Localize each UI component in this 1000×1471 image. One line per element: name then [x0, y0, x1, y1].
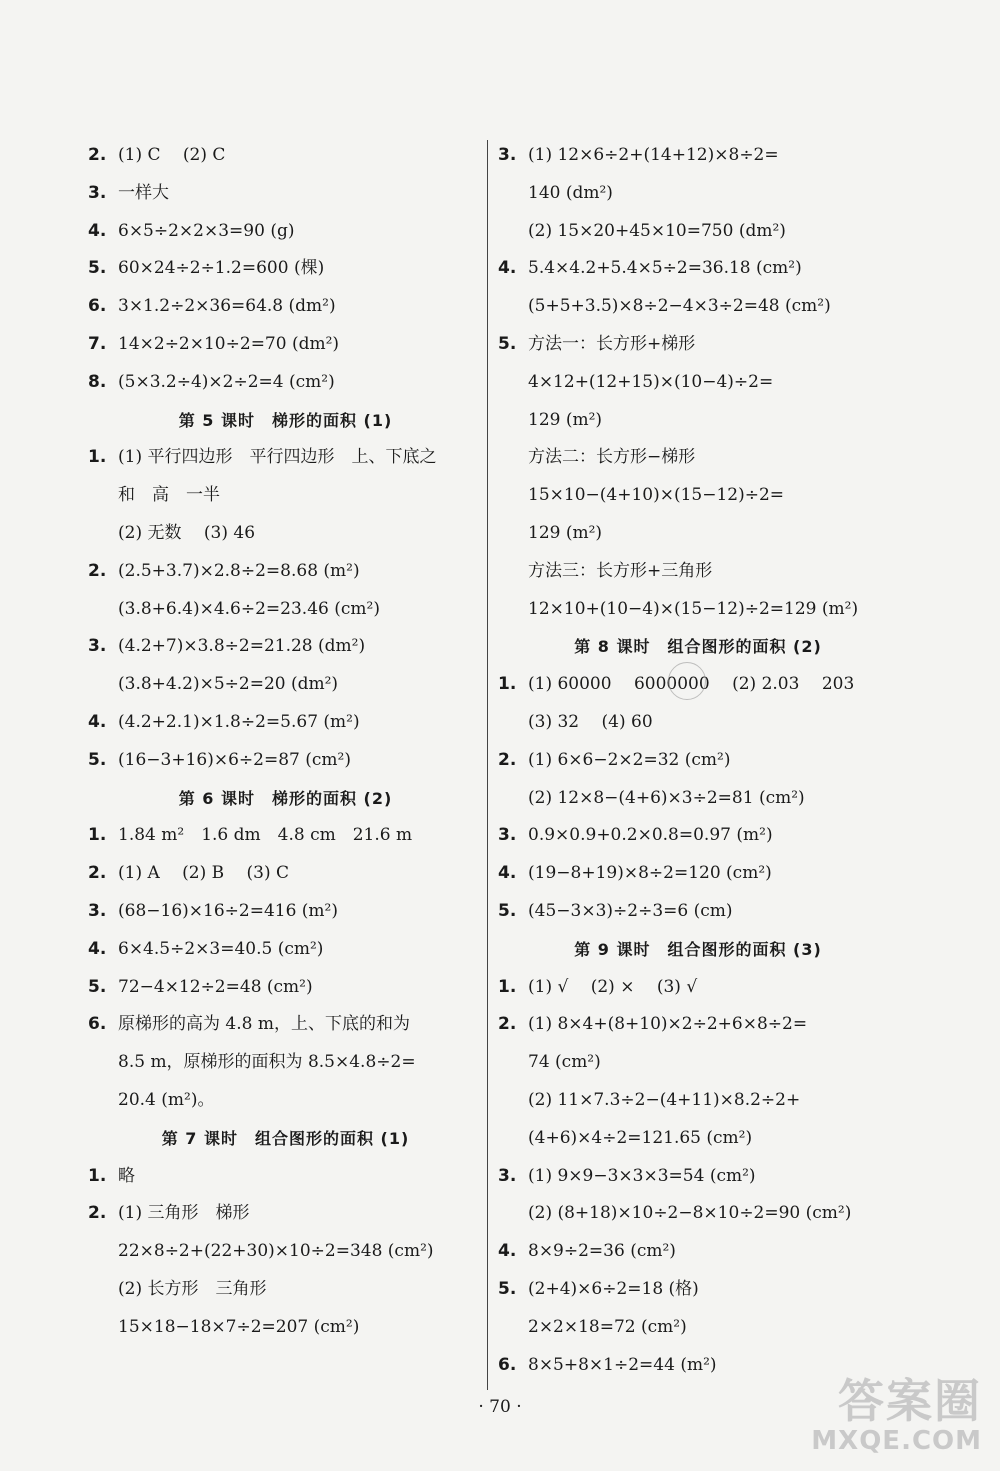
answer-line [88, 175, 483, 213]
answer-text: (2) 15×20+45×10=750 (dm²) [528, 220, 786, 241]
answer-text: (5+5+3.5)×8÷2−4×3÷2=48 (cm²) [528, 296, 831, 317]
answer-text: (1) A (2) B (3) C [118, 863, 290, 884]
answer-line [88, 591, 483, 629]
watermark-logo [811, 1375, 982, 1455]
answer-text: 60×24÷2÷1.2=600 (棵) [118, 258, 325, 279]
answer-line [88, 1044, 483, 1082]
answer-text: 12×10+(10−4)×(15−12)÷2=129 (m²) [528, 598, 859, 619]
answer-line [498, 780, 898, 818]
question-number: 4. [88, 220, 107, 241]
answer-line [88, 931, 483, 969]
answer-text: 略 [118, 1165, 135, 1186]
question-number: 1. [88, 825, 107, 846]
answer-text: (16−3+16)×6÷2=87 (cm²) [118, 749, 351, 770]
answer-line [88, 288, 483, 326]
answer-text: (3.8+4.2)×5÷2=20 (dm²) [118, 674, 339, 695]
page-number: · 70 · [478, 1397, 522, 1417]
answer-line [498, 364, 898, 402]
answer-line [88, 1158, 483, 1196]
question-number: 5. [498, 1278, 517, 1299]
answer-line [88, 1271, 483, 1309]
answer-line [88, 855, 483, 893]
answer-line [88, 213, 483, 251]
answer-text: (2) 无数 (3) 46 [118, 522, 256, 543]
answer-text: 15×18−18×7÷2=207 (cm²) [118, 1316, 360, 1337]
lesson-heading: 第 9 课时 组合图形的面积 (3) [574, 939, 822, 959]
answer-line [498, 742, 898, 780]
answer-text: (4+6)×4÷2=121.65 (cm²) [528, 1127, 753, 1148]
question-number: 5. [498, 900, 517, 921]
answer-text: (2+4)×6÷2=18 (格) [528, 1278, 699, 1299]
answer-line [498, 288, 898, 326]
answer-line [88, 439, 483, 477]
question-number: 6. [88, 296, 107, 317]
answer-line [498, 969, 898, 1007]
answer-line [498, 704, 898, 742]
answer-line [498, 1309, 898, 1347]
answer-text: 140 (dm²) [528, 182, 613, 203]
answer-text: 方法三：长方形+三角形 [528, 560, 713, 581]
answer-line [88, 515, 483, 553]
answer-text: 20.4 (m²)。 [118, 1089, 215, 1110]
lesson-heading: 第 8 课时 组合图形的面积 (2) [574, 637, 822, 657]
question-number: 5. [498, 333, 517, 354]
answer-text: (2) 12×8−(4+6)×3÷2=81 (cm²) [528, 787, 805, 808]
question-number: 3. [498, 145, 517, 165]
answer-text: 原梯形的高为 4.8 m，上、下底的和为 [118, 1014, 410, 1035]
answer-line [498, 1120, 898, 1158]
answer-line [88, 1195, 483, 1233]
watermark-cn: 答案圈 [838, 1374, 982, 1428]
answer-text: 5.4×4.2+5.4×5÷2=36.18 (cm²) [528, 258, 802, 279]
answer-text: 74 (cm²) [528, 1052, 601, 1073]
question-number: 3. [88, 182, 107, 203]
answer-text: 129 (m²) [528, 409, 603, 430]
answer-line [88, 250, 483, 288]
question-number: 8. [88, 371, 107, 392]
answer-text: 方法一：长方形+梯形 [528, 333, 696, 354]
answer-line [498, 137, 898, 175]
answer-line [88, 742, 483, 780]
answer-line [88, 628, 483, 666]
question-number: 5. [88, 749, 107, 770]
question-number: 7. [88, 333, 107, 354]
answer-line [498, 439, 898, 477]
answer-line [498, 1195, 898, 1233]
answer-text: 129 (m²) [528, 522, 603, 543]
answer-text: (5×3.2÷4)×2÷2=4 (cm²) [118, 371, 335, 392]
answer-text: (1) 6×6−2×2=32 (cm²) [528, 749, 731, 770]
answer-line [498, 591, 898, 629]
answer-line [88, 704, 483, 742]
question-number: 4. [498, 863, 517, 884]
answer-text: (68−16)×16÷2=416 (m²) [118, 900, 339, 921]
answer-line [498, 402, 898, 440]
answer-text: (3) 32 (4) 60 [528, 711, 653, 732]
answer-line [498, 1271, 898, 1309]
question-number: 6. [88, 1014, 107, 1035]
answer-line [498, 213, 898, 251]
answer-text: (19−8+19)×8÷2=120 (cm²) [528, 863, 772, 884]
answer-text: 方法二：长方形−梯形 [528, 447, 696, 468]
answer-line [88, 364, 483, 402]
watermark-en: MXQE.COM [811, 1426, 982, 1456]
question-number: 2. [498, 1014, 517, 1035]
answer-line [498, 250, 898, 288]
answer-line [88, 326, 483, 364]
question-number: 1. [498, 976, 517, 997]
answer-text: (2) 长方形 三角形 [118, 1278, 267, 1299]
answer-text: 0.9×0.9+0.2×0.8=0.97 (m²) [528, 825, 773, 846]
answer-text: (3.8+6.4)×4.6÷2=23.46 (cm²) [118, 598, 380, 619]
answer-line [88, 1082, 483, 1120]
answer-text: (1) 三角形 梯形 [118, 1203, 250, 1224]
answer-text: (4.2+7)×3.8÷2=21.28 (dm²) [118, 636, 366, 657]
answer-text: (1) 平行四边形 平行四边形 上、下底之 [118, 447, 437, 468]
answer-text: (1) 9×9−3×3×3=54 (cm²) [528, 1165, 756, 1186]
question-number: 2. [88, 560, 107, 581]
right-column [498, 137, 898, 1384]
answer-line [498, 515, 898, 553]
answer-text: 8.5 m，原梯形的面积为 8.5×4.8÷2= [118, 1052, 416, 1073]
answer-line [498, 326, 898, 364]
answer-text: 6×4.5÷2×3=40.5 (cm²) [118, 938, 324, 959]
lesson-heading: 第 6 课时 梯形的面积 (2) [178, 788, 393, 808]
answer-line [498, 1044, 898, 1082]
answer-line [498, 1233, 898, 1271]
question-number: 5. [88, 976, 107, 997]
answer-text: (1) √ (2) × (3) √ [528, 976, 698, 997]
question-number: 5. [88, 258, 107, 279]
answer-text: 15×10−(4+10)×(15−12)÷2= [528, 485, 785, 506]
answer-line [88, 893, 483, 931]
question-number: 6. [498, 1354, 517, 1375]
lesson-heading: 第 5 课时 梯形的面积 (1) [178, 410, 393, 430]
answer-line [498, 855, 898, 893]
column-divider [487, 140, 488, 1390]
answer-text: 和 高 一半 [118, 485, 220, 506]
question-number: 2. [88, 863, 107, 884]
question-number: 3. [88, 900, 107, 921]
question-number: 3. [498, 1165, 517, 1186]
answer-text: 2×2×18=72 (cm²) [528, 1316, 687, 1337]
answer-line [88, 666, 483, 704]
answer-text: (1) C (2) C [118, 145, 226, 165]
question-number: 1. [88, 447, 107, 468]
answer-line [498, 1082, 898, 1120]
question-number: 4. [498, 1241, 517, 1262]
answer-line [498, 1158, 898, 1196]
answer-text: 8×5+8×1÷2=44 (m²) [528, 1354, 717, 1375]
question-number: 4. [88, 938, 107, 959]
question-number: 4. [88, 711, 107, 732]
answer-text: (1) 60000 6000000 (2) 2.03 203 [528, 674, 855, 695]
question-number: 2. [88, 145, 107, 165]
question-number: 1. [498, 674, 517, 695]
answer-text: 22×8÷2+(22+30)×10÷2=348 (cm²) [118, 1241, 434, 1262]
answer-text: 3×1.2÷2×36=64.8 (dm²) [118, 296, 336, 317]
answer-line [88, 1006, 483, 1044]
question-number: 2. [88, 1203, 107, 1224]
lesson-heading: 第 7 课时 组合图形的面积 (1) [161, 1128, 410, 1148]
answer-text: (1) 8×4+(8+10)×2÷2+6×8÷2= [528, 1014, 808, 1035]
answer-text: (4.2+2.1)×1.8÷2=5.67 (m²) [118, 711, 360, 732]
answer-line [498, 553, 898, 591]
answer-line [498, 817, 898, 855]
answer-line [498, 477, 898, 515]
question-number: 4. [498, 258, 517, 279]
answer-text: (2) 11×7.3÷2−(4+11)×8.2÷2+ [528, 1089, 801, 1110]
answer-line [88, 1233, 483, 1271]
answer-line [88, 817, 483, 855]
question-number: 3. [498, 825, 517, 846]
answer-text: (45−3×3)÷2÷3=6 (cm) [528, 900, 733, 921]
answer-line [88, 477, 483, 515]
answer-text: 4×12+(12+15)×(10−4)÷2= [528, 371, 774, 392]
answer-text: 72−4×12÷2=48 (cm²) [118, 976, 313, 997]
stamp-mark [668, 662, 706, 700]
answer-text: (2.5+3.7)×2.8÷2=8.68 (m²) [118, 560, 360, 581]
question-number: 1. [88, 1165, 107, 1186]
answer-line [498, 175, 898, 213]
answer-text: 1.84 m² 1.6 dm 4.8 cm 21.6 m [118, 825, 413, 846]
answer-line [88, 969, 483, 1007]
answer-text: 14×2÷2×10÷2=70 (dm²) [118, 333, 340, 354]
answer-text: 6×5÷2×2×3=90 (g) [118, 220, 295, 241]
question-number: 2. [498, 749, 517, 770]
answer-line [88, 137, 483, 175]
answer-text: 8×9÷2=36 (cm²) [528, 1241, 676, 1262]
answer-line [498, 1006, 898, 1044]
question-number: 3. [88, 636, 107, 657]
answer-line [498, 893, 898, 931]
answer-line [88, 553, 483, 591]
answer-line [88, 1309, 483, 1347]
answer-text: (2) (8+18)×10÷2−8×10÷2=90 (cm²) [528, 1203, 852, 1224]
answer-text: (1) 12×6÷2+(14+12)×8÷2= [528, 145, 779, 165]
left-column [88, 137, 483, 1347]
answer-text: 一样大 [118, 182, 169, 203]
